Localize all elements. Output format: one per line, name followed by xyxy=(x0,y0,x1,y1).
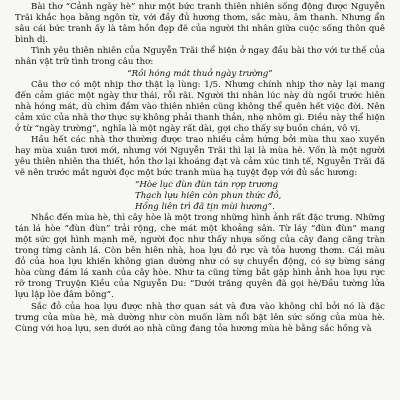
verse-line: Hồng liên trì đã tịn mùi hương”. xyxy=(135,201,275,212)
paragraph-rhythm: Câu thơ có một nhịp thơ thật lạ lùng: 1/5. Nhưng chính nhịp thơ này lại mang đến cảm giác một ngày thư thái, rỗi rãi. Người thi nhân lúc này dù ngồi trước hiên nhà hóng mát, dù chìm đắm vào thiên nhiên cũng không thể quên hết việc đời. Nên cảm xúc của nhà thơ thực sự không phải thanh thản, nhẹ nhõm gì. Điều này thể hiện ở từ “ngày trường”, nghĩa là một ngày rất dài, gợi cho thấy sự buồn chán, vô vị. xyxy=(15,79,385,135)
paragraph-summer: Hầu hết các nhà thơ thường được trao nhiều cảm hứng bởi mùa thu xao xuyến hay mùa xuân tươi mới, nhưng với Nguyễn Trãi thì lại là mùa hè. Vốn là một người yêu thiên nhiên tha thiết, hồn thơ lại khoáng đạt và cảm xúc tinh tế, Nguyễn Trãi đã vẽ nên trước mắt người đọc một bức tranh mùa hạ tuyệt đẹp với đủ sắc hương: xyxy=(15,135,385,179)
paragraph-hoe-tree: Nhắc đến mùa hè, thì cây hòe là một trong những hình ảnh rất đặc trưng. Những tán lá hòe “đùn đùn” trải rộng, che mát một khoảng sân. Từ láy “đùn đùn” mang một sức gợi hình mạnh mẽ, người đọc như thấy nhựa sống của cây đang căng tràn trong từng cành lá. Còn bên hiên nhà, hoa lựu đỏ rực và tỏa hương thơm. Cái màu đỏ của hoa lựu khiến không gian dường như có sự chuyển động, có sự bừng sáng hòa cùng đám lá xanh của cây hòe. Như ta cũng từng bắt gặp hình ảnh hoa lựu rực rỡ trong Truyện Kiều của Nguyễn Du: “Dưới trăng quyên đã gọi hè/Đầu tường lửa lựu lập lòe đâm bông”. xyxy=(15,212,385,301)
paragraph-intro: Bài thơ “Cảnh ngày hè” như một bức tranh thiên nhiên sống động được Nguyễn Trãi khắc họa bằng ngôn từ, với đầy đủ hương thơm, sắc màu, âm thanh. Nhưng ẩn sâu cái bức tranh ấy là tâm hồn đẹp đẽ của người thi nhân giữa cuộc sống thôn quê bình dị. xyxy=(15,2,385,46)
verse-line: “Hòe lục đùn đùn tán rợp trương xyxy=(135,179,278,190)
verse-line: Thạch lựu hiên còn phun thức đỏ, xyxy=(135,190,282,201)
verse-block xyxy=(15,180,385,213)
quoted-verse-line: “Rồi hóng mát thuở ngày trường” xyxy=(127,68,273,79)
paragraph-nature-love: Tình yêu thiên nhiên của Nguyễn Trãi thể hiện ở ngay đầu bài thơ với tư thế của nhân vật trữ tình trong câu thơ: xyxy=(15,46,385,68)
paragraph-pomegranate: Sắc đỏ của hoa lựu được nhà thơ quan sát và đưa vào không chỉ bởi nó là đặc trưng của mùa hè, mà dường như còn muốn làm nổi bật lên sức sống của mùa hè. Cùng với hoa lựu, sen dưới ao nhà cũng đang tỏa hương mùa hè bằng sắc hồng và xyxy=(15,301,385,334)
